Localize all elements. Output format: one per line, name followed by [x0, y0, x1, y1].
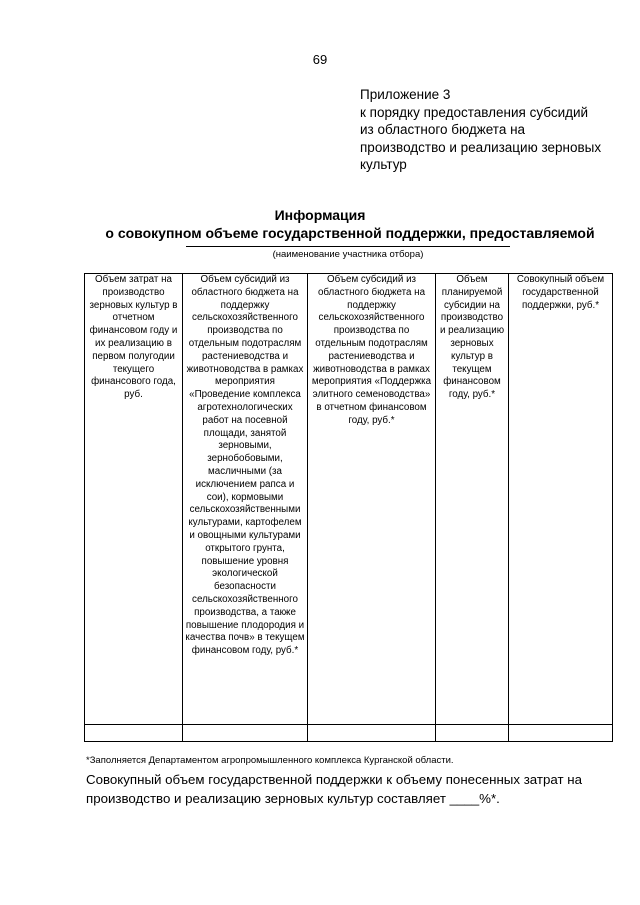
appendix-line: Приложение 3	[360, 87, 451, 102]
appendix-line: к порядку предоставления субсидий	[360, 104, 589, 120]
appendix-line: культур	[360, 157, 407, 172]
table-row	[85, 725, 613, 742]
table-cell[interactable]	[85, 725, 183, 742]
participant-name-line	[186, 246, 510, 247]
conclusion-line-1: Совокупный объем государственной поддержки к объему понесенных затрат на	[86, 772, 583, 787]
table-cell[interactable]	[436, 725, 509, 742]
appendix-line: производство и реализацию зерновых	[360, 139, 602, 155]
footnote: *Заполняется Департаментом агропромышленного комплекса Курганской области.	[86, 755, 454, 766]
header-costs: Объем затрат на производство зерновых культур в отчетном финансовом году и их реализацию в первом полугодии текущего финансового года, руб.	[85, 274, 183, 725]
document-title	[0, 206, 640, 242]
appendix-header	[360, 86, 630, 174]
support-table	[84, 273, 613, 742]
conclusion-text	[86, 770, 614, 808]
table-cell[interactable]	[509, 725, 613, 742]
participant-name-label: (наименование участника отбора)	[272, 249, 424, 260]
title-line-1: Информация	[274, 207, 366, 223]
header-total-support: Совокупный объем государственной поддержки, руб.*	[509, 274, 613, 725]
table-cell[interactable]	[183, 725, 308, 742]
title-line-2: о совокупном объеме государственной поддержки, предоставляемой	[105, 225, 595, 241]
table-cell[interactable]	[308, 725, 436, 742]
table-header-row	[85, 274, 613, 725]
header-seed-subsidy: Объем субсидий из областного бюджета на поддержку сельскохозяйственного производства по отдельным подотраслям растениеводства и животноводства в рамках мероприятия «Поддержка элитного семеноводства» в отчетном финансовом году, руб.*	[308, 274, 436, 725]
page-number: 69	[312, 52, 328, 67]
appendix-line: из областного бюджета на	[360, 122, 526, 137]
conclusion-line-2: производство и реализацию зерновых культур составляет ____%*.	[86, 791, 500, 806]
header-planned-subsidy: Объем планируемой субсидии на производство и реализацию зерновых культур в текущем финансовом году, руб.*	[436, 274, 509, 725]
header-agrotech-subsidy: Объем субсидий из областного бюджета на поддержку сельскохозяйственного производства по отдельным подотраслям растениеводства и животноводства в рамках мероприятия «Проведение комплекса агротехнологических работ на посевной площади, занятой зерновыми, зернобобовыми, масличными (за исключением рапса и сои), кормовыми сельскохозяйственными культурами, картофелем и овощными культурами открытого грунта, повышение уровня экологической безопасности сельскохозяйственного производства, а также повышение плодородия и качества почв» в текущем финансовом году, руб.*	[183, 274, 308, 725]
